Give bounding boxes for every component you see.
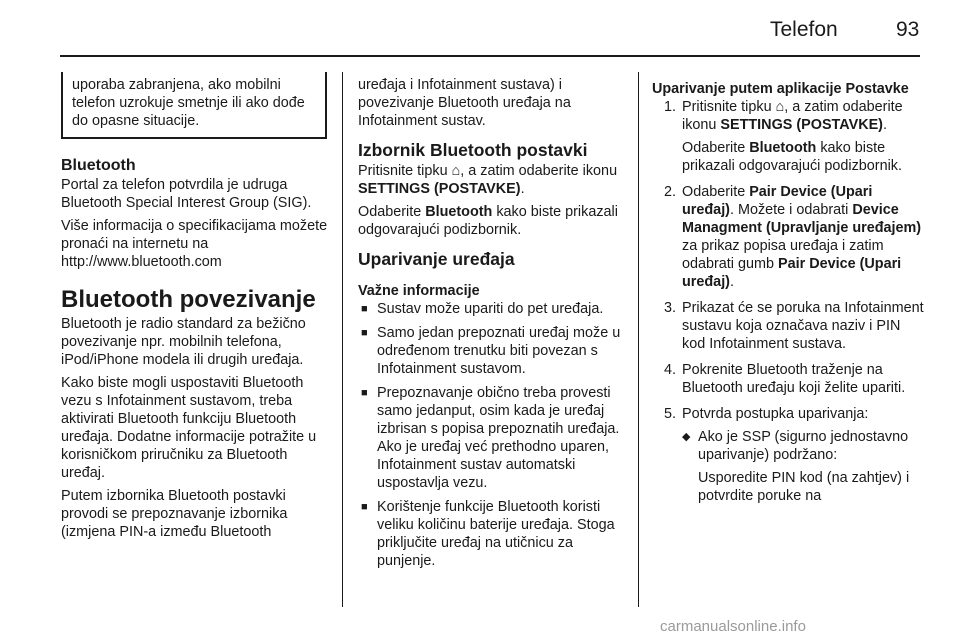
bluetooth-paragraph-2: Više informacija o specifikacijama možete pronaći na internetu na http://www.bluetooth.com <box>61 218 328 270</box>
menu-paragraph-2 <box>358 203 626 239</box>
sub-item-detail: Usporedite PIN kod (na zahtjev) i potvrdite poruke na <box>698 470 910 504</box>
warning-text: uporaba zabranjena, ako mobilni telefon uzrokuje smetnje ili ako dođe do opasne situacije. <box>72 77 305 129</box>
watermark: carmanualsonline.info <box>660 618 806 635</box>
text: Odaberite <box>682 140 750 156</box>
text: za prikaz popisa uređaja i zatim odabrati gumb <box>682 238 884 272</box>
home-icon: ⌂ <box>775 99 785 115</box>
step-number: 2. <box>664 184 677 200</box>
connection-paragraph-2: Kako biste mogli uspostaviti Bluetooth vezu s Infotainment sustavom, treba aktivirati Bluetooth funkciju Bluetooth uređaja. Dodatne informacije potražite u korisničkom priručniku za Bluetooth uređaj. <box>61 375 317 481</box>
bluetooth-paragraph-1: Portal za telefon potvrdila je udruga Bluetooth Special Interest Group (SIG). <box>61 177 312 211</box>
column-2 <box>358 76 626 576</box>
continued-paragraph: uređaja i Infotainment sustava) i povezivanje Bluetooth uređaja na Infotainment sustav. <box>358 77 571 129</box>
column-3 <box>652 80 924 513</box>
bluetooth-label: Bluetooth <box>425 204 493 220</box>
device-management-label: Device Managment (Upravljanje uređajem) <box>682 202 922 236</box>
text: Odaberite <box>682 184 750 200</box>
column-divider-1 <box>342 72 343 607</box>
step-text <box>682 183 924 291</box>
connection-heading: Bluetooth povezivanje <box>61 286 316 313</box>
connection-paragraph-3: Putem izbornika Bluetooth postavki provodi se prepoznavanje izbornika (izmjena PIN-a između Bluetooth <box>61 488 288 540</box>
step-2 <box>652 183 924 291</box>
step-5 <box>652 405 924 505</box>
home-icon: ⌂ <box>451 163 461 179</box>
text: kako biste prikazali odgovarajući podizbornik. <box>682 140 902 174</box>
text: Pritisnite tipku <box>358 163 452 179</box>
settings-pairing-heading: Uparivanje putem aplikacije Postavke <box>652 81 909 97</box>
step-text: Potvrda postupka uparivanja: <box>682 406 869 422</box>
text: kako biste prikazali odgovarajući podizbornik. <box>358 204 618 238</box>
menu-heading: Izbornik Bluetooth postavki <box>358 140 588 160</box>
step-text <box>682 98 924 134</box>
pairing-heading: Uparivanje uređaja <box>358 249 515 269</box>
text: Odaberite <box>358 204 426 220</box>
warning-box <box>61 72 327 139</box>
step-3 <box>652 299 924 353</box>
sub-list <box>682 428 924 505</box>
header-divider <box>60 55 920 57</box>
text: . <box>520 181 525 197</box>
bluetooth-heading: Bluetooth <box>61 157 136 174</box>
step-number: 1. <box>664 99 677 115</box>
important-info-heading: Važne informacije <box>358 283 480 299</box>
step-number: 5. <box>664 406 677 422</box>
bluetooth-label: Bluetooth <box>749 140 817 156</box>
step-text <box>682 139 924 175</box>
page-header-title: Telefon <box>770 18 838 41</box>
sub-item-text: ◆ Ako je SSP (sigurno jednostavno uparivanje) podržano: <box>698 429 909 463</box>
column-1 <box>61 76 329 546</box>
text: . <box>882 117 887 133</box>
text: , a zatim odaberite ikonu <box>682 99 903 133</box>
list-item: ■ Korištenje funkcije Bluetooth koristi veliku količinu baterije uređaja. Stoga priključite uređaj na utičnicu za punjenje. <box>358 498 626 570</box>
settings-label: SETTINGS (POSTAVKE) <box>720 117 883 133</box>
step-number: 3. <box>664 300 677 316</box>
settings-label: SETTINGS (POSTAVKE) <box>358 181 521 197</box>
pair-device-label: Pair Device (Upari uređaj) <box>682 256 902 290</box>
connection-paragraph-1: Bluetooth je radio standard za bežično povezivanje npr. mobilnih telefona, iPod/iPhone modela ili drugih uređaja. <box>61 316 306 368</box>
list-item: ■ Sustav može upariti do pet uređaja. <box>358 300 626 318</box>
text: . Možete i odabrati <box>729 202 853 218</box>
list-item: ■ Prepoznavanje obično treba provesti samo jedanput, osim kada je uređaj izbrisan s popisa prepoznatih uređaja. Ako je uređaj već prethodno uparen, Infotainment sustav automatski uspostavlja vezu. <box>358 384 626 492</box>
step-text: Pokrenite Bluetooth traženje na Bluetooth uređaju koji želite upariti. <box>682 362 906 396</box>
step-1 <box>652 98 924 175</box>
step-number: 4. <box>664 362 677 378</box>
step-text: Prikazat će se poruka na Infotainment sustavu koja označava naziv i PIN kod Infotainment sustava. <box>682 300 924 352</box>
text: , a zatim odaberite ikonu <box>460 163 618 179</box>
page-number: 93 <box>896 18 920 41</box>
steps-list <box>652 98 924 505</box>
column-divider-2 <box>638 72 639 607</box>
pair-device-label: Pair Device (Upari uređaj) <box>682 184 873 218</box>
text: Pritisnite tipku <box>682 99 776 115</box>
list-item: ■ Samo jedan prepoznati uređaj može u određenom trenutku biti povezan s Infotainment sustavom. <box>358 324 626 378</box>
info-list <box>358 300 626 570</box>
list-item <box>682 428 924 505</box>
text: . <box>729 274 734 290</box>
step-4 <box>652 361 924 397</box>
menu-paragraph-1 <box>358 162 626 198</box>
